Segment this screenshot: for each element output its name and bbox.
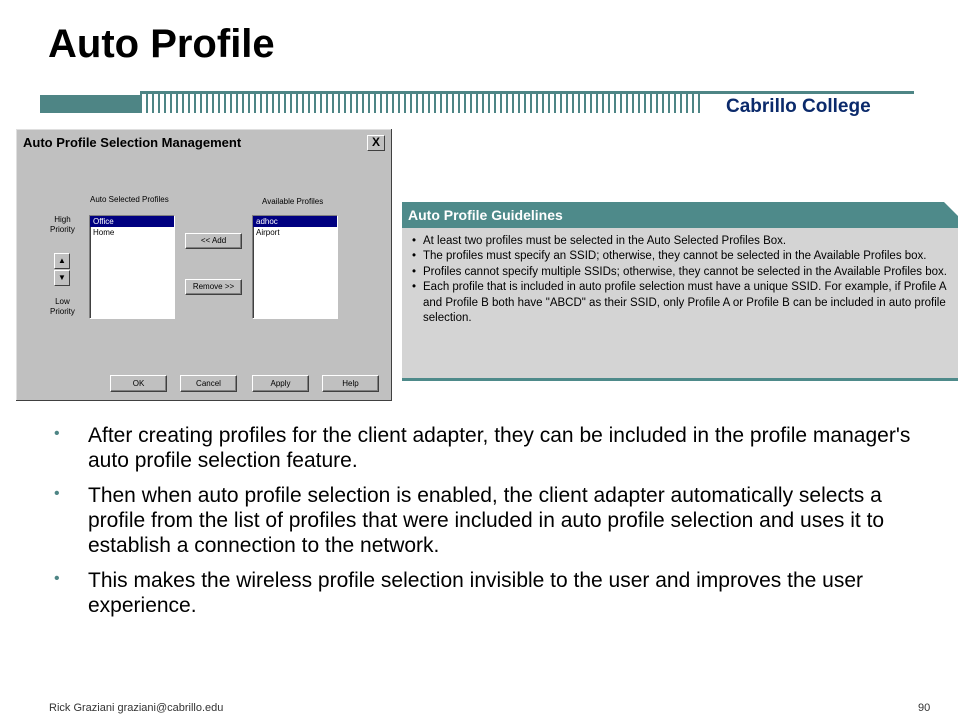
guidelines-list — [410, 234, 950, 326]
close-icon[interactable]: X — [367, 135, 385, 151]
bullet-text: Then when auto profile selection is enabled, the client adapter automatically selects a profile from the list of profiles that were included in auto profile selection and uses it to establish a connection to the network. — [88, 484, 885, 557]
available-profiles-list[interactable] — [252, 215, 338, 319]
bullet-icon: • — [54, 570, 60, 587]
bullet-item — [44, 568, 944, 618]
bullet-item — [44, 483, 944, 558]
auto-selected-profiles-label: Auto Selected Profiles — [90, 195, 169, 204]
down-arrow-icon: ▼ — [58, 273, 66, 282]
move-up-button[interactable] — [54, 253, 70, 269]
header-bar-solid — [40, 95, 140, 113]
high-priority-label: High Priority — [50, 215, 75, 234]
guideline-item: • At least two profiles must be selected in the Auto Selected Profiles Box. — [410, 234, 950, 249]
ok-button[interactable]: OK — [110, 375, 167, 392]
guideline-item: • The profiles must specify an SSID; otherwise, they cannot be selected in the Available Profiles box. — [410, 249, 950, 264]
available-profiles-label: Available Profiles — [262, 197, 324, 206]
guidelines-title: Auto Profile Guidelines — [408, 207, 563, 223]
footer-page-number: 90 — [918, 702, 931, 714]
bullet-icon: • — [54, 485, 60, 502]
guidelines-header — [402, 202, 958, 228]
cancel-button[interactable]: Cancel — [180, 375, 237, 392]
bullet-text: This makes the wireless profile selection invisible to the user and improves the user experience. — [88, 569, 864, 617]
move-down-button[interactable] — [54, 270, 70, 286]
help-button[interactable]: Help — [322, 375, 379, 392]
bullet-item — [44, 423, 944, 473]
auto-profile-dialog — [15, 128, 393, 402]
auto-selected-profiles-list[interactable] — [89, 215, 175, 319]
guidelines-bottom-edge — [402, 378, 958, 381]
add-button[interactable]: << Add — [185, 233, 242, 249]
list-item[interactable]: adhoc — [253, 216, 337, 227]
slide-bullets — [44, 423, 944, 628]
list-item[interactable]: Airport — [256, 228, 280, 237]
up-arrow-icon: ▲ — [58, 256, 66, 265]
guidelines-panel — [402, 202, 958, 378]
bullet-icon: • — [54, 425, 60, 442]
guideline-item: • Profiles cannot specify multiple SSIDs; otherwise, they cannot be selected in the Available Profiles box. — [410, 265, 950, 280]
header-bar-line — [140, 91, 914, 94]
low-priority-label: Low Priority — [50, 297, 75, 316]
header-bar-stripes — [140, 91, 700, 113]
bullet-text: After creating profiles for the client adapter, they can be included in the profile manager's auto profile selection feature. — [88, 424, 911, 472]
footer-author: Rick Graziani graziani@cabrillo.edu — [49, 702, 224, 714]
dialog-titlebar — [19, 132, 387, 154]
list-item[interactable]: Home — [93, 228, 115, 237]
list-item[interactable]: Office — [90, 216, 174, 227]
guideline-item: • Each profile that is included in auto profile selection must have a unique SSID. For example, if Profile A and Profile B both have "ABCD" as their SSID, only Profile A or Profile B can be included in auto profile selection. — [410, 280, 950, 326]
slide-title: Auto Profile — [48, 22, 275, 66]
brand-logo-text: Cabrillo College — [726, 96, 871, 117]
apply-button[interactable]: Apply — [252, 375, 309, 392]
remove-button[interactable]: Remove >> — [185, 279, 242, 295]
dialog-title: Auto Profile Selection Management — [23, 135, 242, 150]
